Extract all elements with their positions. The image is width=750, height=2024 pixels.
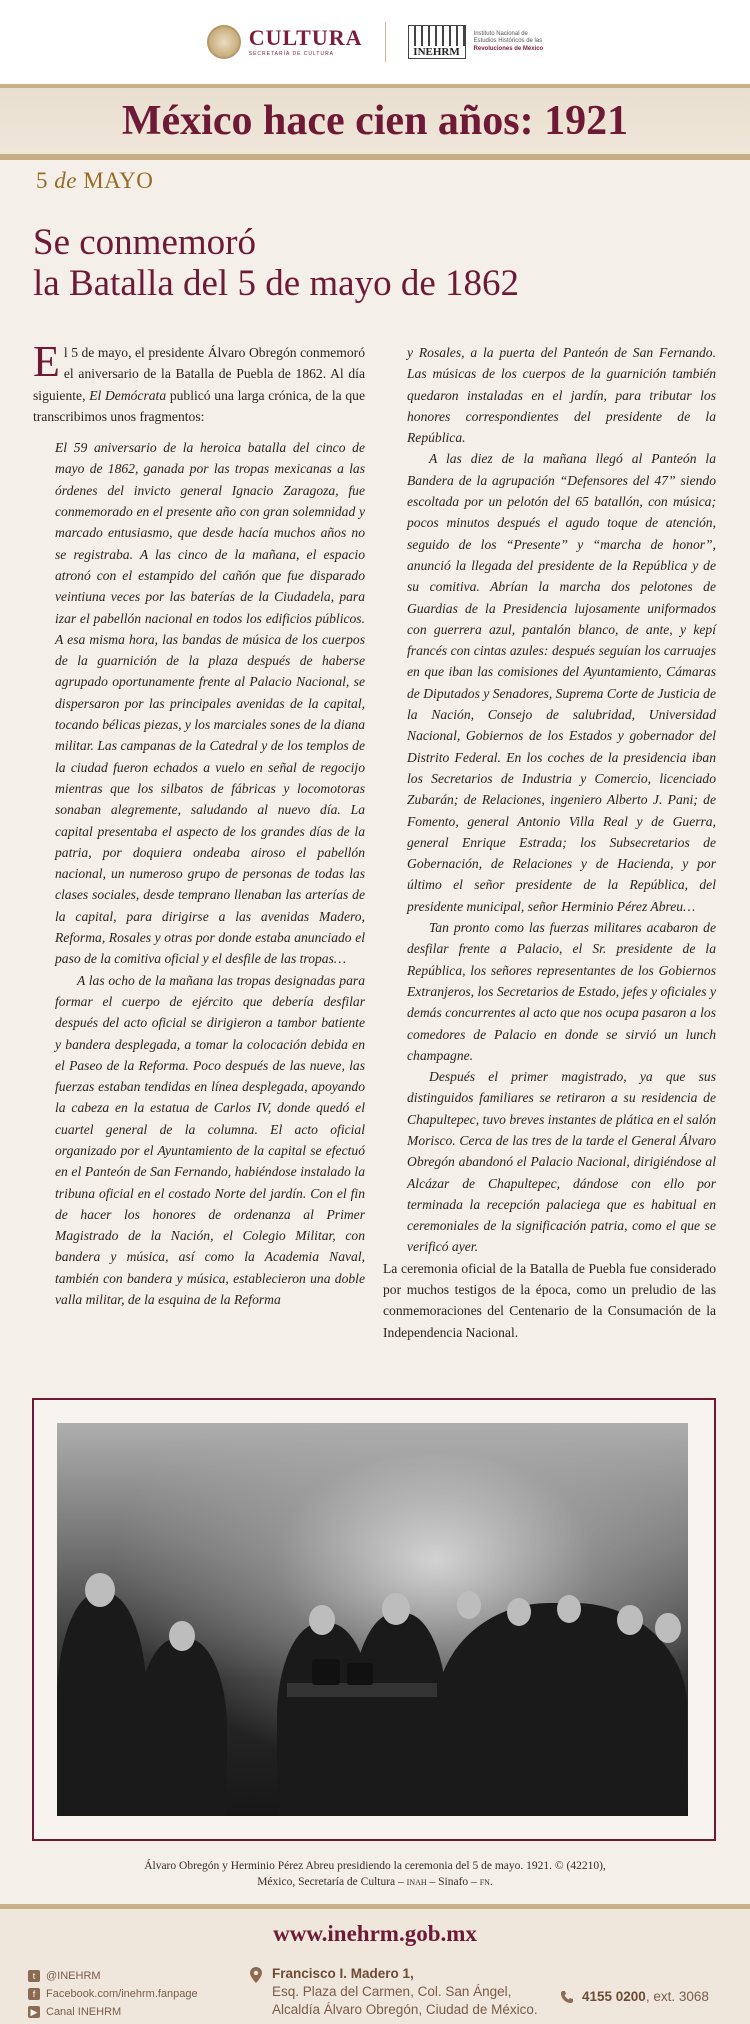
date-de: de: [54, 168, 77, 193]
photo-figure: [352, 1613, 447, 1816]
website-link[interactable]: www.inehrm.gob.mx: [273, 1921, 477, 1946]
photo-caption: [60, 1858, 690, 1890]
inehrm-line-2: Estudios Históricos de las: [473, 38, 543, 45]
address-line-3: Alcaldía Álvaro Obregón, Ciudad de México.: [272, 2002, 538, 2017]
article-column-right: [383, 342, 716, 1343]
phone-number: 4155 0200: [582, 1989, 646, 2004]
facebook-icon: f: [28, 1988, 40, 2000]
photo-figure: [137, 1638, 227, 1816]
phone-icon: [560, 1990, 574, 2004]
photo-hat: [312, 1659, 340, 1685]
photo-face: [655, 1613, 681, 1643]
address-line-2: Esq. Plaza del Carmen, Col. San Ángel,: [272, 1984, 512, 1999]
header-bar: [0, 0, 750, 84]
photo-face: [309, 1605, 335, 1635]
date-day: 5: [36, 168, 48, 193]
twitter-link[interactable]: t @INEHRM: [28, 1967, 198, 1985]
caption-line-1: Álvaro Obregón y Herminio Pérez Abreu presidiendo la ceremonia del 5 de mayo. 1921. © (42210),: [144, 1860, 606, 1872]
drop-cap: E: [33, 337, 60, 386]
social-links: [28, 1967, 198, 2021]
facebook-link[interactable]: f Facebook.com/inehrm.fanpage: [28, 1985, 198, 2003]
inehrm-line-1: Instituto Nacional de: [473, 30, 528, 37]
photo-face: [169, 1621, 195, 1651]
photo-face: [557, 1595, 581, 1623]
quote-paragraph-3: A las diez de la mañana llegó al Panteón la Bandera de la agrupación “Defensores del 47” siendo escoltada por un pelotón del 65 batallón, con música; pocos minutos después el agudo toque de atención, seguido de los “Presente” y “marcha de honor”, anunció la llegada del presidente de la República y de su comitiva. Abrían la marcha dos pelotones de Guardias de la Presidencia lujosamente uniformados con guerrera azul, pantalón blanco, de ante, y kepí francés con cintas azules: después seguían los carruajes en que iban las comisiones del Ayuntamiento, Cámaras de Diputados y Senadores, Suprema Corte de Justicia de la Nación, Consejo de salubridad, Universidad Nacional, Gobiernos de los Estados y gobernador del Distrito Federal. En los coches de la presidencia iban los Secretarios de Industria y Comercio, licenciado Zubarán; de Relaciones, ingeniero Alberto J. Pani; de Fomento, general Antonio Villa Real y de Guerra, general Enrique Estrada; los Subsecretarios de Gobernación, de Relaciones y de Hacienda, y por último el señor presidente de la República, del presidente municipal, señor Herminio Pérez Abreu…: [407, 451, 716, 914]
historical-photo: [57, 1423, 688, 1816]
phone-block[interactable]: [560, 1989, 709, 2004]
inehrm-logo[interactable]: [408, 25, 544, 59]
inehrm-building-icon: [408, 25, 466, 59]
phone-extension: , ext. 3068: [645, 1989, 709, 2004]
article-closing: La ceremonia oficial de la Batalla de Puebla fue considerado por muchos testigos de la época, como un preludio de las conmemoraciones del Centenario de la Consumación de la Independencia Nacional.: [383, 1260, 716, 1340]
cultura-seal-icon: [207, 25, 241, 59]
article-column-left: [33, 337, 365, 1310]
quote-paragraph-2: A las ocho de la mañana las tropas designadas para formar el cuerpo de ejército que debería desfilar después del acto oficial se dirigieron a tambor batiente y bandera desplegada, a tomar la colocación debida en el Paseo de la Reforma. Poco después de las nueve, las fuerzas estaban tendidas en línea desplegada, apoyando la cabeza en la estatua de Carlos IV, donde quedó el cuartel general de la columna. El acto oficial organizado por el Ayuntamiento de la capital se efectuó en el Panteón de San Fernando, habiéndose instalado la tribuna oficial en el costado Norte del jardín. Con el fin de hacer los honores de ordenanza al Primer Magistrado de la Nación, el Colegio Militar, con bandera y música, así como la Academia Naval, también con bandera y música, establecieron una doble valla militar, de la esquina de la Reforma: [55, 972, 365, 1308]
photo-table: [287, 1683, 437, 1697]
address-street: Francisco I. Madero 1,: [272, 1966, 414, 1981]
article-intro: El 5 de mayo, el presidente Álvaro Obregón conmemoró el aniversario de la Batalla de Puebla de 1862. Al día siguiente, El Demócrata publicó una larga crónica, de la que transcribimos unos fragmentos:: [33, 337, 365, 424]
photo-figure: [57, 1593, 147, 1816]
photo-figure: [437, 1603, 687, 1816]
inehrm-name: INEHRM: [409, 46, 465, 58]
date-label: [36, 168, 153, 194]
quote-paragraph-4: Tan pronto como las fuerzas militares acabaron de desfilar frente a Palacio, el Sr. presidente de la República, los señores representantes de los Gobiernos Extranjeros, los Secretarios de Estado, jefes y oficiales y demás concurrentes al acto que nos ocupa pasaron a los comedores de Palacio en donde se sirvió un lunch champagne.: [407, 920, 716, 1063]
footer: [0, 1904, 750, 2024]
newspaper-name: El Demócrata: [89, 387, 167, 403]
photo-face: [382, 1593, 410, 1625]
date-month: MAYO: [83, 168, 154, 193]
title-banner: [0, 84, 750, 160]
cultura-subtitle: SECRETARÍA DE CULTURA: [248, 51, 335, 57]
photo-face: [617, 1605, 643, 1635]
article-headline: [33, 222, 713, 305]
cultura-logo[interactable]: [207, 25, 363, 59]
photo-face: [85, 1573, 115, 1607]
headline-line-1: Se conmemoró: [33, 222, 256, 263]
quote-paragraph-1: El 59 aniversario de la heroica batalla del cinco de mayo de 1862, ganada por las tropas mexicanas a las órdenes del invicto general Ignacio Zaragoza, fue conmemorado en el presente año con gran solemnidad y marcado entusiasmo, que desde hacía muchos años no se registraba. A las cinco de la mañana, el espacio atronó con el estampido del cañón que fue disparado veintiuna veces por las baterías de la Ciudadela, para izar el pabellón nacional en todos los edificios públicos. A esa misma hora, las bandas de música de los cuerpos de la guarnición de la plaza después de haberse agrupado oportunamente frente al Palacio Nacional, se dispersaron por las principales avenidas de la capital, tocando bélicas piezas, y los marciales sones de la diana militar. Las campanas de la Catedral y de los templos de la ciudad fueron echados a vuelo en señal de regocijo mientras que los silbatos de fábricas y locomotoras sonaban alegremente, saludando al nuevo día. La capital presentaba el aspecto de los grandes días de la patria, por doquiera ondeaba airoso el pabellón nacional, un numeroso grupo de personas de todas las clases sociales, desde temprano llenaban las arterías de la capital, para dirigirse a las avenidas Madero, Reforma, Rosales y otras por donde estaba anunciado el paso de la comitiva oficial y el desfile de las tropas…: [55, 440, 365, 967]
headline-line-2: la Batalla del 5 de mayo de 1862: [33, 263, 519, 305]
inehrm-line-3: Revoluciones de México: [473, 45, 544, 52]
logo-divider: [385, 22, 386, 62]
youtube-icon: ▶: [28, 2006, 40, 2018]
address-block: [252, 1965, 538, 2019]
quote-paragraph-2-cont: y Rosales, a la puerta del Panteón de San Fernando. Las músicas de los cuerpos de la guarnición también quedaron instaladas en el jardín, para tributar los honores correspondientes del presidente de la República.: [407, 345, 716, 446]
photo-face: [507, 1598, 531, 1626]
page-title: México hace cien años: 1921: [121, 98, 629, 144]
caption-line-2: México, Secretaría de Cultura – inah – Sinafo – fn.: [257, 1876, 493, 1888]
photo-face: [457, 1591, 481, 1619]
quote-paragraph-5: Después el primer magistrado, ya que sus distinguidos familiares se retiraron a su residencia de Chapultepec, tuvo breves instantes de plática en el salón Morisco. Cerca de las tres de la tarde el General Álvaro Obregón abandonó el Palacio Nacional, dirigiéndose al Alcázar de Chapultepec, dándose con ello por terminada la recepción palaciega que es habitual en ceremoniales de la significación patria, como el que se verificó ayer.: [407, 1069, 716, 1255]
youtube-link[interactable]: ▶ Canal INEHRM: [28, 2003, 198, 2021]
photo-hat: [347, 1663, 373, 1685]
cultura-name: CULTURA: [248, 25, 363, 50]
twitter-icon: t: [28, 1970, 40, 1982]
